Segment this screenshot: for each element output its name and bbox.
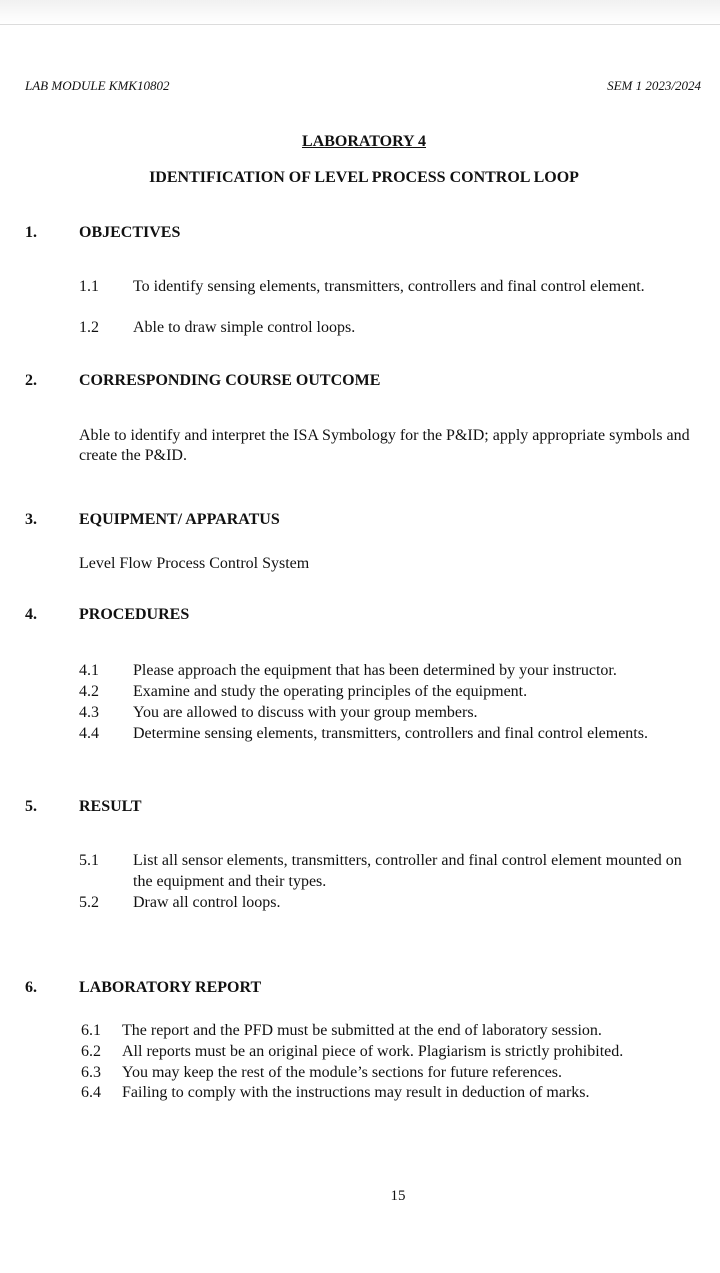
lab-subtitle: IDENTIFICATION OF LEVEL PROCESS CONTROL LOOP [149,169,579,186]
item-text: Examine and study the operating principles of the equipment. [133,683,528,700]
item-text: Draw all control loops. [133,894,281,911]
section-number: 3. [25,511,37,528]
list-item [79,317,699,338]
list-item [79,1062,699,1083]
list-item [79,681,699,702]
section-title-procedures: PROCEDURES [79,606,190,623]
section-title-laboratory-report: LABORATORY REPORT [79,979,262,996]
section-number: 5. [25,798,37,815]
section-number: 2. [25,372,37,389]
item-text: You may keep the rest of the module’s sections for future references. [122,1064,563,1081]
item-number: 5.2 [79,894,99,911]
lab-title: LABORATORY 4 [301,133,427,150]
item-number: 4.1 [79,662,99,679]
item-text: Determine sensing elements, transmitters, controllers and final control elements. [133,725,648,742]
item-text: Able to draw simple control loops. [133,319,356,336]
item-text: Failing to comply with the instructions may result in deduction of marks. [122,1084,590,1101]
section-title-equipment: EQUIPMENT/ APPARATUS [79,511,280,528]
item-text: You are allowed to discuss with your group members. [133,704,478,721]
item-text: To identify sensing elements, transmitters, controllers and final control element. [133,278,645,295]
item-number: 4.3 [79,704,99,721]
viewer-top-bar [0,0,720,25]
item-text: List all sensor elements, transmitters, controller and final control element mounted on the equipment and their types. [133,852,682,890]
item-number: 6.2 [81,1043,101,1060]
list-item [79,1082,699,1103]
list-item [79,1041,699,1062]
item-number: 5.1 [79,852,99,869]
section-title-course-outcome: CORRESPONDING COURSE OUTCOME [79,372,381,389]
item-number: 1.2 [79,319,99,336]
list-item [79,276,699,297]
semester-header: SEM 1 2023/2024 [607,78,701,93]
section-title-objectives: OBJECTIVES [79,224,181,241]
list-item [79,702,699,723]
item-number: 4.2 [79,683,99,700]
list-item [79,723,699,744]
item-number: 6.4 [81,1084,101,1101]
section-title-result: RESULT [79,798,142,815]
list-item [79,1020,699,1041]
item-text: The report and the PFD must be submitted at the end of laboratory session. [122,1022,602,1039]
equipment-text: Level Flow Process Control System [79,555,310,572]
item-number: 1.1 [79,278,99,295]
list-item [79,892,699,913]
course-outcome-text: Able to identify and interpret the ISA Symbology for the P&ID; apply appropriate symbols and create the P&ID. [79,427,690,464]
item-number: 4.4 [79,725,99,742]
item-number: 6.1 [81,1022,101,1039]
item-number: 6.3 [81,1064,101,1081]
section-number: 4. [25,606,37,623]
page-number: 15 [390,1188,406,1204]
list-item [79,850,699,892]
item-text: All reports must be an original piece of work. Plagiarism is strictly prohibited. [122,1043,624,1060]
section-number: 6. [25,979,37,996]
section-number: 1. [25,224,37,241]
list-item [79,660,699,681]
module-header: LAB MODULE KMK10802 [25,78,170,93]
item-text: Please approach the equipment that has been determined by your instructor. [133,662,617,679]
